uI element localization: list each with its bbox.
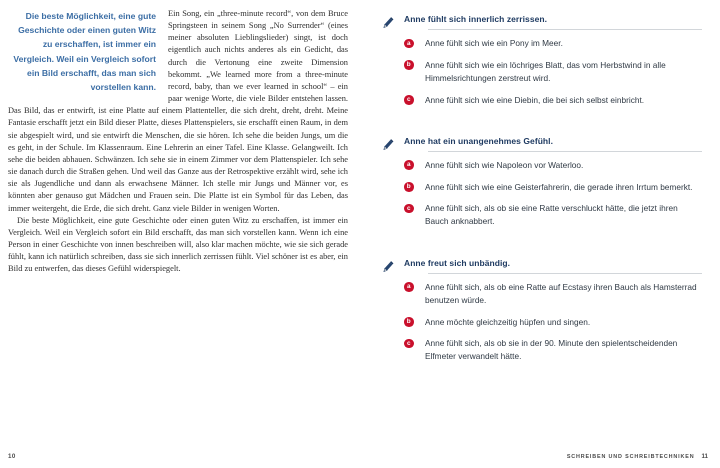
exercise-title: Anne hat ein unangenehmes Gefühl. bbox=[404, 135, 554, 146]
list-item-text: Anne fühlt sich wie ein Pony im Meer. bbox=[425, 38, 563, 48]
list-item bbox=[404, 337, 702, 363]
list-item-text: Anne möchte gleichzeitig hüpfen und singen. bbox=[425, 316, 591, 327]
list-item bbox=[404, 59, 702, 85]
list-item bbox=[404, 181, 702, 194]
exercise-header bbox=[374, 258, 702, 274]
list-item bbox=[404, 316, 702, 329]
exercise-block bbox=[374, 136, 702, 229]
left-page-body bbox=[8, 8, 348, 275]
running-head-text: SCHREIBEN UND SCHREIBTECHNIKEN bbox=[566, 454, 695, 460]
list-item bbox=[404, 159, 702, 172]
exercise-divider bbox=[428, 29, 702, 30]
list-item-text: Anne fühlt sich wie eine Geisterfahrerin, die gerade ihren Irrtum bemerkt. bbox=[425, 181, 693, 192]
list-item bbox=[404, 202, 702, 228]
pencil-icon bbox=[380, 15, 396, 31]
bullet-marker-icon: b bbox=[404, 60, 414, 70]
list-item-text: Anne fühlt sich, als ob eine Ratte auf Ecstasy ihren Bauch als Hamsterrad benutzen würde. bbox=[425, 281, 697, 305]
list-item bbox=[404, 281, 702, 307]
exercise-divider bbox=[428, 151, 702, 152]
pencil-icon bbox=[380, 259, 396, 275]
bullet-marker-icon: a bbox=[404, 160, 414, 170]
exercise-block bbox=[374, 14, 702, 107]
page-number-right: 11 bbox=[701, 453, 708, 460]
exercise-list bbox=[374, 281, 702, 364]
list-item-text: Anne fühlt sich wie eine Diebin, die bei sich selbst einbricht. bbox=[425, 94, 645, 105]
exercise-header bbox=[374, 14, 702, 30]
exercise-list bbox=[374, 37, 702, 107]
bullet-marker-icon: a bbox=[404, 39, 414, 49]
exercise-divider bbox=[428, 273, 702, 274]
exercise-header bbox=[374, 136, 702, 152]
paragraph-2: Die beste Möglichkeit, eine gute Geschichte oder einen guten Witz zu erschaffen, ist immer ein Vergleich. Weil ein Vergleich sofort ein Bild erschafft, das man sich vorstellen kann. Wenn ich eine Person in einer Geschichte von innen beschreiben will, also klar machen möchte, wie sie sich gerade fühlt, kann ich natürlich schreiben, dass sie sich innerlich zerrissen fühlt. Viel schöner ist es aber, ein Bild zu entwerfen, das dieses Gefühl widerspiegelt. bbox=[8, 215, 348, 274]
bullet-marker-icon: b bbox=[404, 182, 414, 192]
bullet-marker-icon: b bbox=[404, 317, 414, 327]
right-page bbox=[360, 0, 720, 468]
list-item-text: Anne fühlt sich wie ein löchriges Blatt, das vom Herbstwind in alle Himmelsrichtungen zerstreut wird. bbox=[425, 59, 666, 83]
paragraph-1: Ein Song, ein „three-minute record“, von dem Bruce Springsteen in seinem Song „No Surrender“ (eines meiner absoluten Lieblingslieder) singt, ist doch eigentlich auch nichts anderes als ein Gedicht, das durch die Vertonung eine zweite Dimension bekommt. „We learned more from a three-minute record, baby, than we ever learned in school“ – ein paar wenige Worte, die viele Bilder entstehen lassen. Das Bild, das er entwirft, ist eine Platte auf einem Plattenteller, die sich dreht, dreht, dreht. Meine Fantasie erschafft jetzt ein Bild dieser Platte, dieses Plattenspielers, sie erschafft einen Raum, in dem sie abgespielt wird, und sie entwirft die Menschen, die sie hören. Ich sehe die beiden Jungs, um die es geht, in der Schule. Im Klassenraum. Eine Lehrerin an einer Tafel. Eine Klasse. Gelangweilt. Ich sehe die beiden abhauen. Schwänzen. Ich sehe sie in einem Zimmer vor dem Plattenspieler. Ich sehe sie danach durch die Straßen gehen. Und weil das Ganze aus der Retrospektive erzählt wird, sehe ich sie als Jugendliche und dann als erwachsene Männer. Ich stelle mir Jungs und Männer vor, es könnten aber genauso gut Mädchen und Frauen sein. Die Platte ist ein Symbol für das Leben, das immer weitergeht, die Erde, die sich dreht. Ganz viele Bilder in wenigen Worten. bbox=[8, 9, 348, 213]
running-footer bbox=[567, 453, 708, 460]
exercise-list bbox=[374, 159, 702, 229]
exercise-title: Anne freut sich unbändig. bbox=[404, 257, 511, 268]
exercise-block bbox=[374, 258, 702, 364]
bullet-marker-icon: c bbox=[404, 204, 414, 214]
list-item bbox=[404, 94, 702, 107]
list-item-text: Anne fühlt sich wie Napoleon vor Waterloo. bbox=[425, 159, 584, 170]
list-item-text: Anne fühlt sich, als ob sie in der 90. Minute den spielentscheidenden Elfmeter verwandelt hätte. bbox=[425, 338, 678, 362]
pencil-icon bbox=[380, 137, 396, 153]
list-item-text: Anne fühlt sich, als ob sie eine Ratte verschluckt hätte, die jetzt ihren Bauch anknabbert. bbox=[425, 203, 678, 227]
bullet-marker-icon: a bbox=[404, 282, 414, 292]
bullet-marker-icon: c bbox=[404, 339, 414, 349]
pull-quote: Die beste Möglichkeit, eine gute Geschichte oder einen guten Witz zu erschaffen, ist immer ein Vergleich. Weil ein Vergleich sofort ein Bild erschafft, das man sich vorstellen kann. bbox=[13, 11, 156, 93]
list-item bbox=[404, 37, 702, 50]
bullet-marker-icon: c bbox=[404, 95, 414, 105]
page-number-left: 10 bbox=[8, 453, 16, 460]
exercise-title: Anne fühlt sich innerlich zerrissen. bbox=[404, 14, 548, 24]
